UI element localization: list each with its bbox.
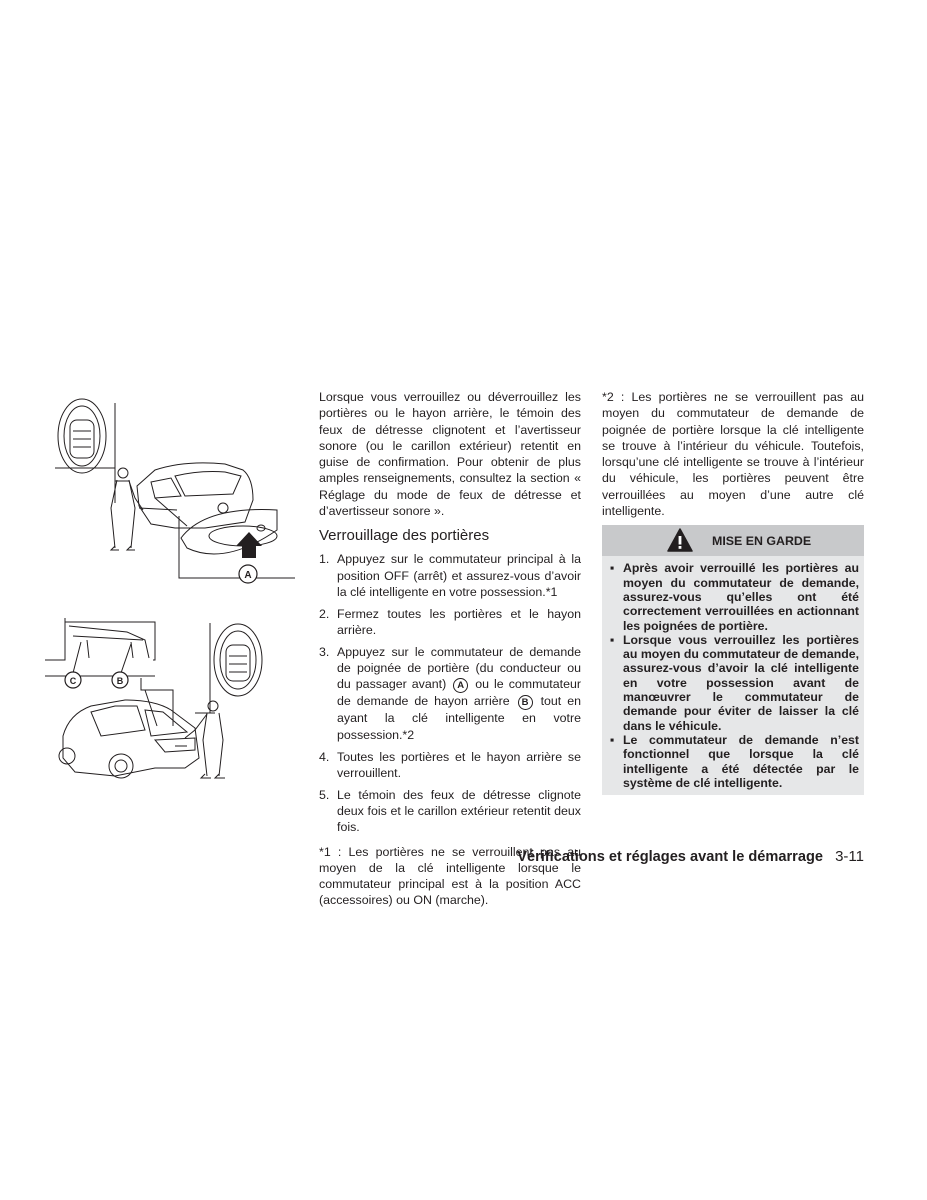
svg-text:C: C xyxy=(69,676,77,686)
key-fob-icon-2 xyxy=(214,624,262,696)
callout-a-inline: A xyxy=(453,678,468,693)
warning-title: MISE EN GARDE xyxy=(712,534,812,549)
list-item: 4. Toutes les portières et le hayon arrière se verrouillent. xyxy=(319,749,581,780)
svg-text:B: B xyxy=(116,676,124,686)
list-item: 3. Appuyez sur le commutateur de demande de poignée de portière (du conducteur ou du passager avant) A ou le commutateur de demande de hayon arrière B tout en ayant la clé intelligente en votre possession.*2 xyxy=(319,644,581,742)
right-column xyxy=(602,389,864,795)
person-figure xyxy=(111,468,143,550)
steps-list xyxy=(319,551,581,835)
warning-box xyxy=(602,525,864,795)
section-title: Vérifications et réglages avant le démarrage xyxy=(517,849,824,865)
page-footer xyxy=(517,848,864,865)
callout-b xyxy=(112,672,128,688)
car-rear-quarter xyxy=(137,463,253,528)
page-number: 3-11 xyxy=(835,848,864,865)
section-heading: Verrouillage des portières xyxy=(319,527,490,545)
liftgate-illustration xyxy=(45,618,285,793)
callout-c xyxy=(65,672,81,688)
warning-list xyxy=(602,556,864,792)
door-handle-inset xyxy=(179,510,295,578)
footnote-1: *1 : Les portières ne se verrouillent pas au moyen de la clé intelligente lorsque le commutateur principal est à la position ACC (accessoires) ou ON (marche). xyxy=(319,844,581,908)
list-item: 5. Le témoin des feux de détresse clignote deux fois et le carillon extérieur retentit deux fois. xyxy=(319,787,581,835)
list-item: ▪ Lorsque vous verrouillez les portières au moyen du commutateur de demande, assurez-vous d’avoir la clé intelligente en votre possession avant de manœuvrer le commutateur de demande pour éviter de laisser la clé dans le véhicule. xyxy=(610,632,859,733)
list-item: 1. Appuyez sur le commutateur principal à la position OFF (arrêt) et assurez-vous d’avoir la clé intelligente en votre possession.*1 xyxy=(319,552,581,599)
callout-a xyxy=(239,565,257,583)
footnote-2: *2 : Les portières ne se verrouillent pas au moyen du commutateur de demande de poignée de portière lorsque la clé intelligente se trouve à l’intérieur du véhicule. Toutefois, lorsqu’une clé intelligente se trouve à l’intérieur du véhicule, les portières peuvent être verrouillées au moyen d’une autre clé intelligente. xyxy=(602,390,864,519)
callout-b-inline: B xyxy=(518,695,533,710)
key-fob-icon xyxy=(58,399,106,473)
warning-triangle-icon xyxy=(667,528,693,552)
middle-column xyxy=(319,389,581,909)
list-item: ▪ Le commutateur de demande n’est fonctionnel que lorsque la clé intelligente a été détectée par le système de clé intelligente. xyxy=(610,732,859,790)
liftgate-handle-inset xyxy=(45,618,155,676)
intro-paragraph: Lorsque vous verrouillez ou déverrouillez les portières ou le hayon arrière, le témoin des feux de détresse clignotent et l’avertisseur sonore (ou le carillon extérieur) retentit en guise de confirmation. Pour obtenir de plus amples renseignements, consultez la section « Réglage du mode de feux de détresse et d’avertisseur sonore ». xyxy=(319,390,581,519)
warning-header xyxy=(602,525,864,556)
car-rear xyxy=(59,690,199,778)
list-item: 2. Fermez toutes les portières et le hayon arrière. xyxy=(319,606,581,638)
arrow-icon xyxy=(236,532,262,558)
front-door-illustration xyxy=(55,398,295,588)
svg-text:A: A xyxy=(244,570,252,581)
list-item: ▪ Après avoir verrouillé les portières au moyen du commutateur de demande, assurez-vous qu’elles ont été correctement verrouillées en actionnant les poignées de portière. xyxy=(610,561,859,633)
